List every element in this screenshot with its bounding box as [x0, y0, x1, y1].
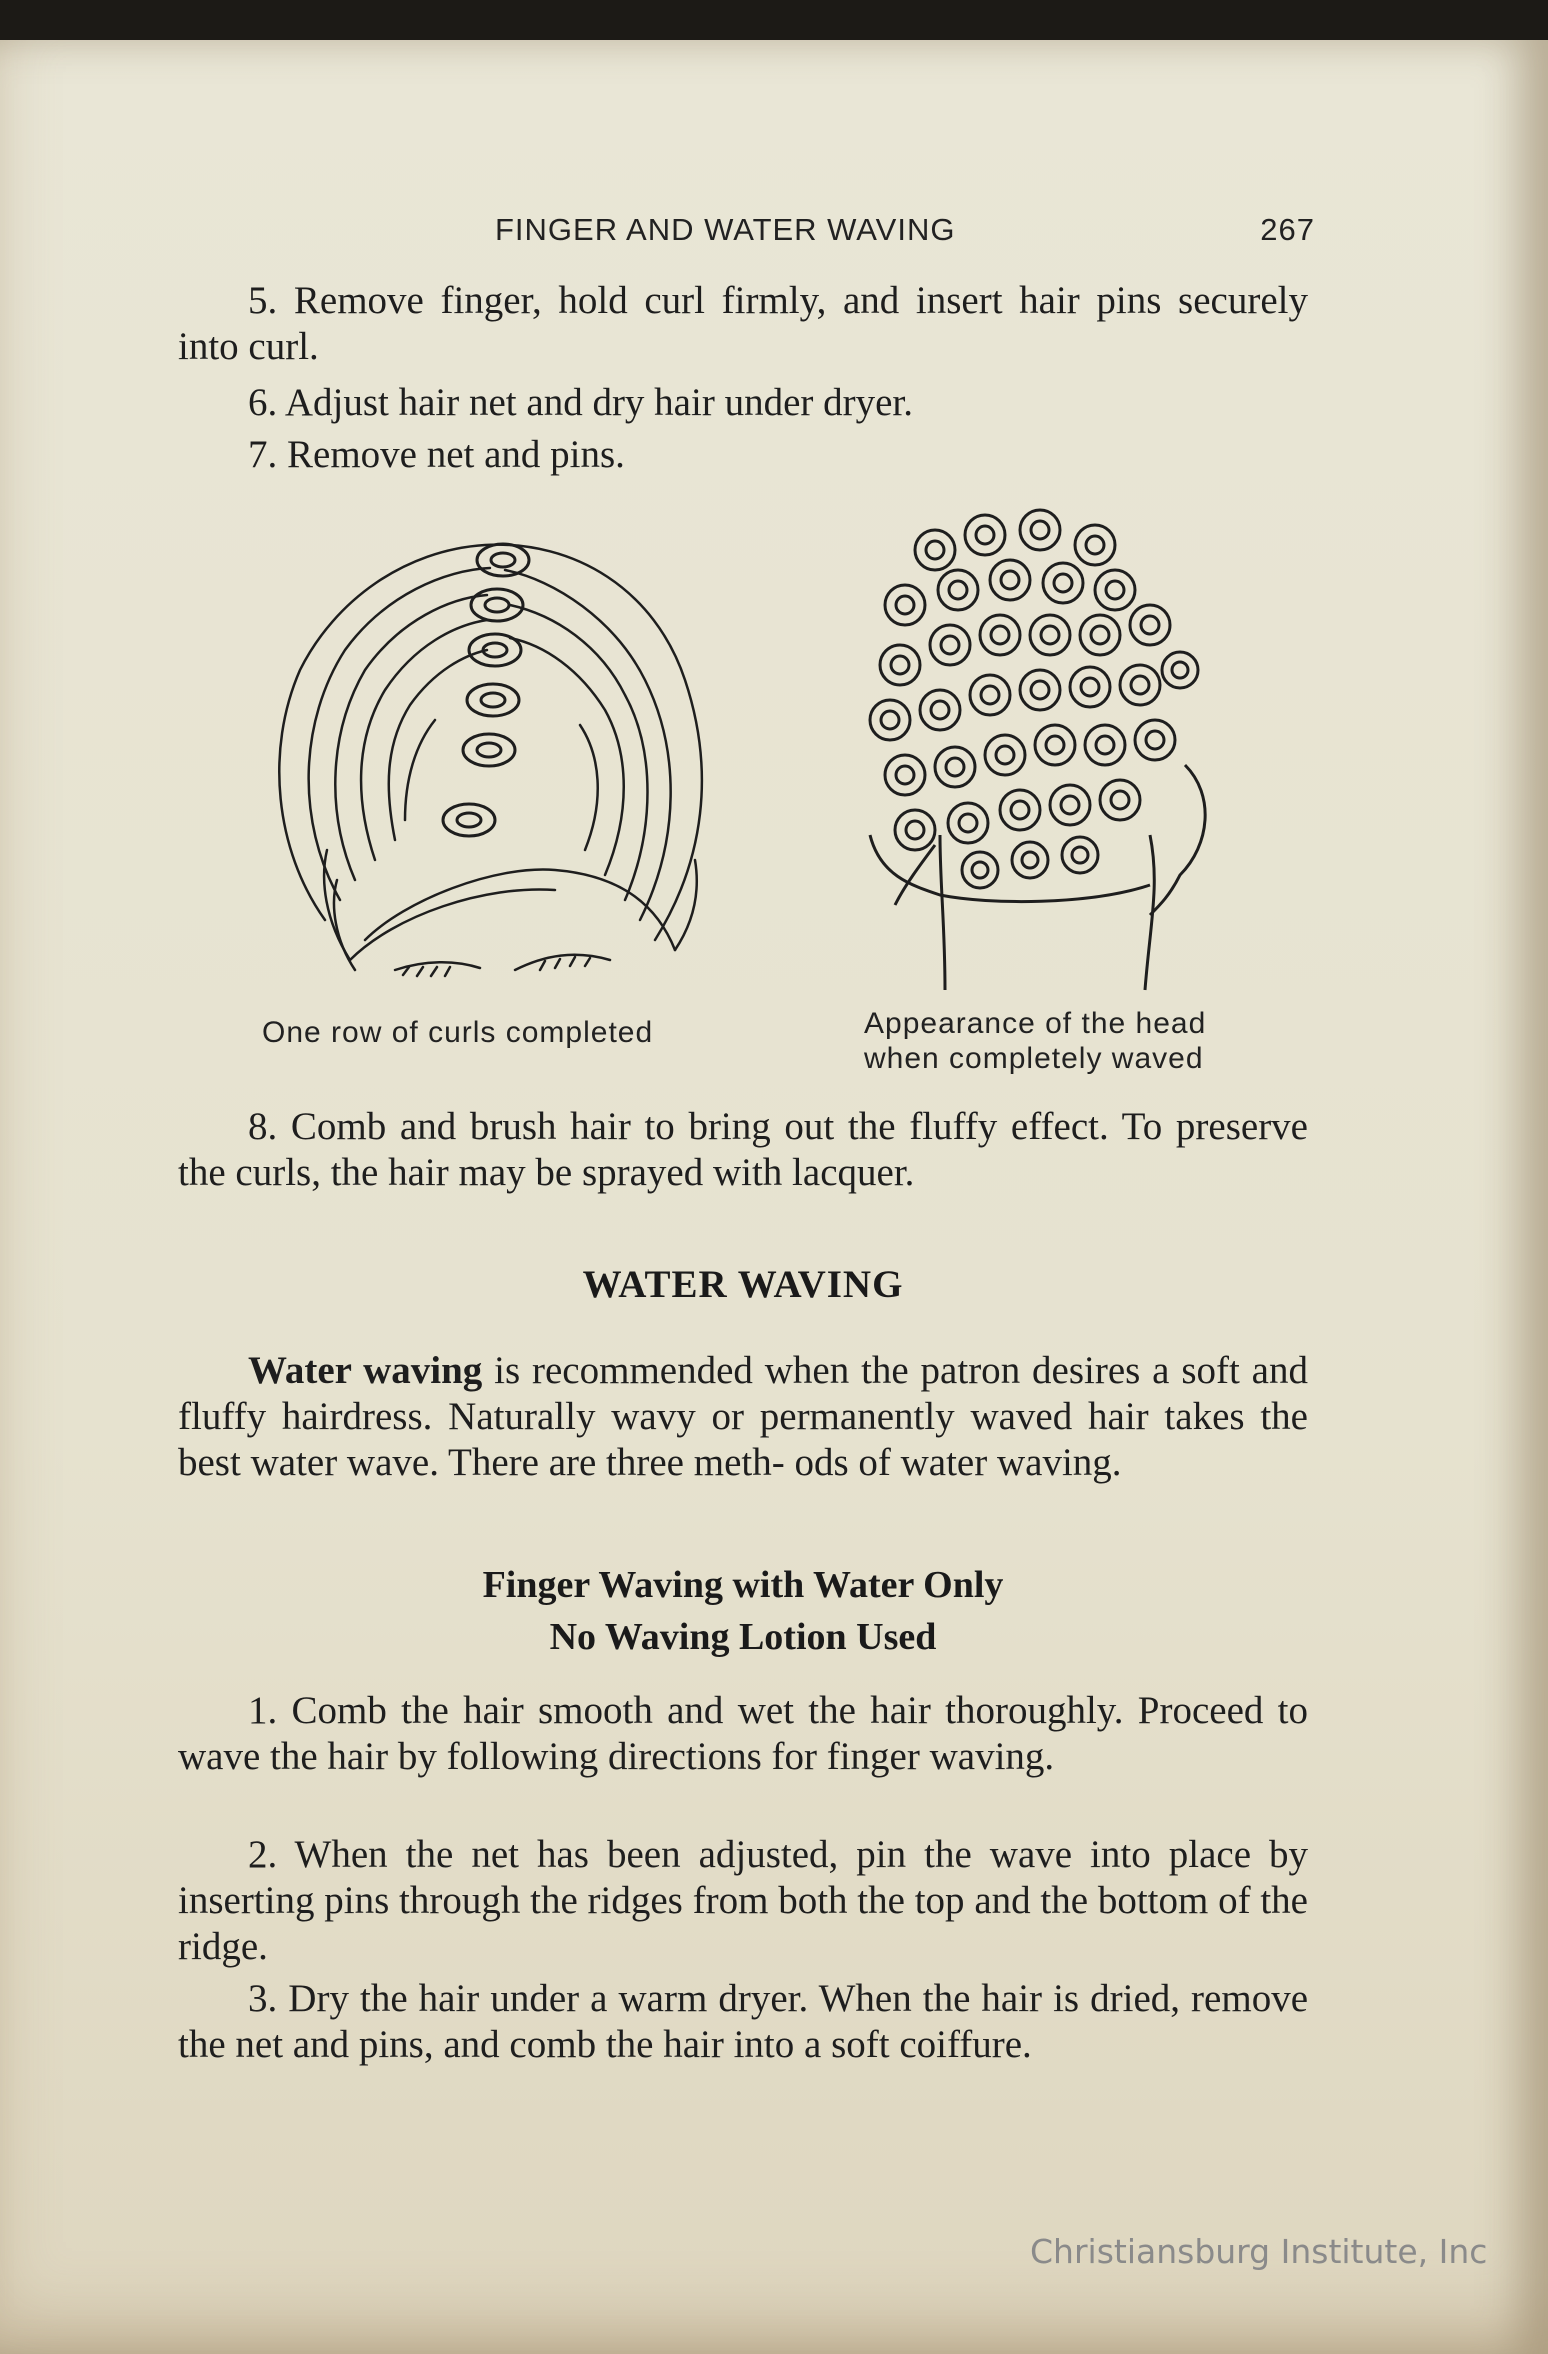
page-number: 267	[1260, 212, 1315, 247]
water-step-1: 1. Comb the hair smooth and wet the hair thoroughly. Proceed to wave the hair by following directions for finger waving.	[178, 1689, 1308, 1778]
step-7: 7. Remove net and pins.	[248, 433, 625, 476]
one-row-curls-illustration	[255, 520, 735, 990]
subheading-line-1: Finger Waving with Water Only	[482, 1564, 1004, 1606]
completely-waved-head-illustration	[850, 505, 1250, 995]
step-6: 6. Adjust hair net and dry hair under dryer.	[248, 381, 913, 424]
right-figure-caption-line-2: when completely waved	[864, 1042, 1204, 1075]
intro-lead-term: Water waving	[248, 1349, 483, 1392]
left-figure-caption: One row of curls completed	[262, 1016, 654, 1049]
intro-text: is recommended when the patron desires a soft and fluffy hairdress. Naturally wavy or permanently waved hair takes the best water wave. There are three meth- ods of water waving.	[178, 1349, 1308, 1484]
watermark: Christiansburg Institute, Inc	[1030, 2232, 1488, 2271]
section-heading: WATER WAVING	[582, 1263, 904, 1306]
running-head-title: FINGER AND WATER WAVING	[495, 212, 956, 247]
step-8: 8. Comb and brush hair to bring out the fluffy effect. To preserve the curls, the hair may be sprayed with lacquer.	[178, 1105, 1308, 1194]
step-5: 5. Remove finger, hold curl firmly, and insert hair pins securely into curl.	[178, 279, 1308, 368]
intro-paragraph	[178, 1348, 1308, 1486]
subheading-line-2: No Waving Lotion Used	[549, 1616, 937, 1658]
right-figure-caption-line-1: Appearance of the head	[864, 1007, 1207, 1040]
water-step-2: 2. When the net has been adjusted, pin the wave into place by inserting pins through the ridges from both the top and the bottom of the ridge.	[178, 1833, 1308, 1968]
water-step-3: 3. Dry the hair under a warm dryer. When the hair is dried, remove the net and pins, and comb the hair into a soft coiffure.	[178, 1977, 1308, 2066]
